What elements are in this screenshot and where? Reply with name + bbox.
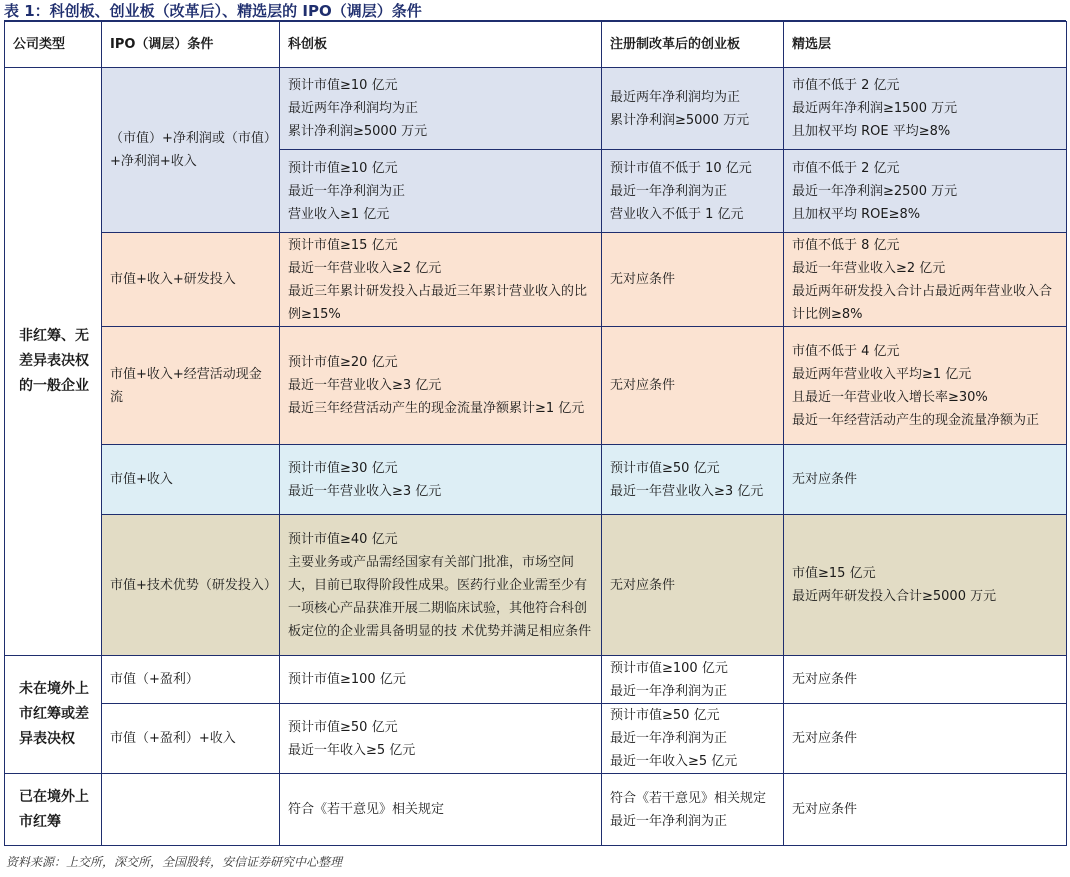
cell-line: 最近一年收入≥5 亿元 bbox=[610, 754, 738, 769]
cell-line: 最近两年净利润均为正 bbox=[610, 89, 741, 105]
gem-cell bbox=[602, 327, 784, 445]
cell-line: 累计净利润≥5000 万元 bbox=[288, 124, 428, 139]
header-select-layer: 精选层 bbox=[784, 22, 1067, 68]
condition-cell: 市值+收入+经营活动现金流 bbox=[102, 327, 280, 445]
select-cell bbox=[784, 445, 1067, 515]
cell-line: 市值≥15 亿元 bbox=[792, 566, 876, 581]
condition-cell: 市值（+盈利）+收入 bbox=[102, 704, 280, 774]
condition-cell: 市值+技术优势（研发投入） bbox=[102, 515, 280, 656]
cell-line: 预计市值不低于 10 亿元 bbox=[610, 160, 752, 176]
header-condition: IPO（调层）条件 bbox=[102, 22, 280, 68]
gem-cell bbox=[602, 656, 784, 704]
cell-line: 符合《若干意见》相关规定 bbox=[288, 802, 445, 817]
condition-cell: 市值+收入+研发投入 bbox=[102, 233, 280, 327]
ipo-conditions-table bbox=[4, 21, 1067, 846]
cell-line: 最近一年收入≥5 亿元 bbox=[288, 742, 416, 758]
cell-line: 最近一年净利润为正 bbox=[610, 813, 728, 829]
cell-line: 预计市值≥20 亿元 bbox=[288, 355, 398, 370]
cell-line: 预计市值≥50 亿元 bbox=[610, 708, 720, 723]
cell-line: 无对应条件 bbox=[610, 378, 676, 393]
cell-line: 最近三年累计研发投入占最近三年累计营业收入的比例≥15% bbox=[288, 283, 588, 322]
condition-cell bbox=[102, 774, 280, 846]
cell-line: 最近一年净利润为正 bbox=[610, 731, 728, 746]
table-title: 表 1：科创板、创业板（改革后）、精选层的 IPO（调层）条件 bbox=[4, 2, 422, 20]
cell-line: 无对应条件 bbox=[792, 731, 858, 746]
condition-cell: 市值（+盈利） bbox=[102, 656, 280, 704]
cell-line: 最近三年经营活动产生的现金流量净额累计≥1 亿元 bbox=[288, 401, 585, 416]
cell-line: 营业收入不低于 1 亿元 bbox=[610, 206, 744, 222]
cell-line: 市值不低于 2 亿元 bbox=[792, 78, 900, 93]
cell-line: 预计市值≥30 亿元 bbox=[288, 460, 398, 476]
cell-line: 最近两年净利润≥1500 万元 bbox=[792, 101, 958, 116]
cell-line: 最近一年营业收入≥2 亿元 bbox=[288, 260, 442, 276]
table-row bbox=[5, 656, 1067, 704]
cell-line: 最近一年净利润为正 bbox=[610, 183, 728, 199]
cell-line: 最近一年营业收入≥2 亿元 bbox=[792, 260, 946, 276]
cell-line: 最近一年营业收入≥3 亿元 bbox=[288, 378, 442, 393]
gem-cell bbox=[602, 704, 784, 774]
cell-line: 市值不低于 8 亿元 bbox=[792, 237, 900, 253]
cell-line: 最近一年净利润为正 bbox=[610, 683, 728, 699]
select-cell bbox=[784, 656, 1067, 704]
cell-line: 营业收入≥1 亿元 bbox=[288, 206, 390, 222]
header-row bbox=[5, 22, 1067, 68]
condition-cell: 市值+收入 bbox=[102, 445, 280, 515]
cell-line: 且加权平均 ROE 平均≥8% bbox=[792, 124, 951, 139]
cell-line: 累计净利润≥5000 万元 bbox=[610, 112, 750, 128]
cell-line: 市值不低于 2 亿元 bbox=[792, 160, 900, 176]
cell-line: 最近一年营业收入≥3 亿元 bbox=[610, 483, 764, 499]
cell-line: 最近两年营业收入平均≥1 亿元 bbox=[792, 366, 972, 382]
gem-cell bbox=[602, 68, 784, 150]
star-cell bbox=[280, 656, 602, 704]
cell-line: 预计市值≥10 亿元 bbox=[288, 78, 398, 93]
cell-line: 符合《若干意见》相关规定 bbox=[610, 790, 767, 806]
cell-line: 最近两年研发投入合计占最近两年营业收入合计比例≥8% bbox=[792, 283, 1053, 322]
cell-line: 预计市值≥50 亿元 bbox=[288, 719, 398, 735]
star-cell bbox=[280, 150, 602, 233]
cell-line: 主要业务或产品需经国家有关部门批准，市场空间大，目前已取得阶段性成果。医药行业企业需至少有一项核心产品获准开展二期临床试验，其他符合科创板定位的企业需具备明显的技 术优势并满足相应条件 bbox=[288, 554, 592, 639]
condition-cell: （市值）+净利润或（市值）+净利润+收入 bbox=[102, 68, 280, 233]
company-type-cell: 已在境外上市红筹 bbox=[5, 774, 102, 846]
select-cell bbox=[784, 327, 1067, 445]
table-row bbox=[5, 704, 1067, 774]
source-note: 资料来源：上交所，深交所，全国股转，安信证券研究中心整理 bbox=[6, 855, 343, 869]
cell-line: 无对应条件 bbox=[792, 672, 858, 687]
star-cell bbox=[280, 704, 602, 774]
cell-line: 无对应条件 bbox=[610, 577, 676, 593]
star-cell bbox=[280, 515, 602, 656]
cell-line: 且最近一年营业收入增长率≥30% bbox=[792, 389, 988, 405]
cell-line: 预计市值≥10 亿元 bbox=[288, 160, 398, 176]
gem-cell bbox=[602, 233, 784, 327]
cell-line: 且加权平均 ROE≥8% bbox=[792, 206, 921, 222]
cell-line: 预计市值≥15 亿元 bbox=[288, 237, 398, 253]
cell-line: 最近两年研发投入合计≥5000 万元 bbox=[792, 589, 997, 604]
gem-cell bbox=[602, 445, 784, 515]
cell-line: 市值不低于 4 亿元 bbox=[792, 343, 900, 359]
table-row bbox=[5, 68, 1067, 150]
star-cell bbox=[280, 233, 602, 327]
gem-cell bbox=[602, 515, 784, 656]
cell-line: 无对应条件 bbox=[610, 272, 676, 287]
select-cell bbox=[784, 150, 1067, 233]
cell-line: 最近一年经营活动产生的现金流量净额为正 bbox=[792, 412, 1040, 428]
cell-line: 预计市值≥100 亿元 bbox=[610, 660, 728, 676]
select-cell bbox=[784, 68, 1067, 150]
table-row bbox=[5, 445, 1067, 515]
table-row bbox=[5, 233, 1067, 327]
star-cell bbox=[280, 327, 602, 445]
cell-line: 预计市值≥40 亿元 bbox=[288, 531, 398, 547]
cell-line: 无对应条件 bbox=[792, 472, 858, 487]
table-row bbox=[5, 515, 1067, 656]
gem-cell bbox=[602, 150, 784, 233]
select-cell bbox=[784, 774, 1067, 846]
cell-line: 预计市值≥50 亿元 bbox=[610, 460, 720, 476]
gem-cell bbox=[602, 774, 784, 846]
star-cell bbox=[280, 68, 602, 150]
table-row bbox=[5, 327, 1067, 445]
table-row bbox=[5, 774, 1067, 846]
cell-line: 最近两年净利润均为正 bbox=[288, 101, 419, 116]
header-star-market: 科创板 bbox=[280, 22, 602, 68]
star-cell bbox=[280, 774, 602, 846]
company-type-cell: 非红筹、无差异表决权的一般企业 bbox=[5, 68, 102, 656]
header-company-type: 公司类型 bbox=[5, 22, 102, 68]
cell-line: 最近一年营业收入≥3 亿元 bbox=[288, 483, 442, 499]
cell-line: 最近一年净利润为正 bbox=[288, 183, 406, 199]
select-cell bbox=[784, 233, 1067, 327]
select-cell bbox=[784, 515, 1067, 656]
cell-line: 无对应条件 bbox=[792, 802, 858, 817]
company-type-cell: 未在境外上市红筹或差异表决权 bbox=[5, 656, 102, 774]
select-cell bbox=[784, 704, 1067, 774]
cell-line: 最近一年净利润≥2500 万元 bbox=[792, 183, 958, 199]
header-gem: 注册制改革后的创业板 bbox=[602, 22, 784, 68]
star-cell bbox=[280, 445, 602, 515]
cell-line: 预计市值≥100 亿元 bbox=[288, 672, 406, 687]
